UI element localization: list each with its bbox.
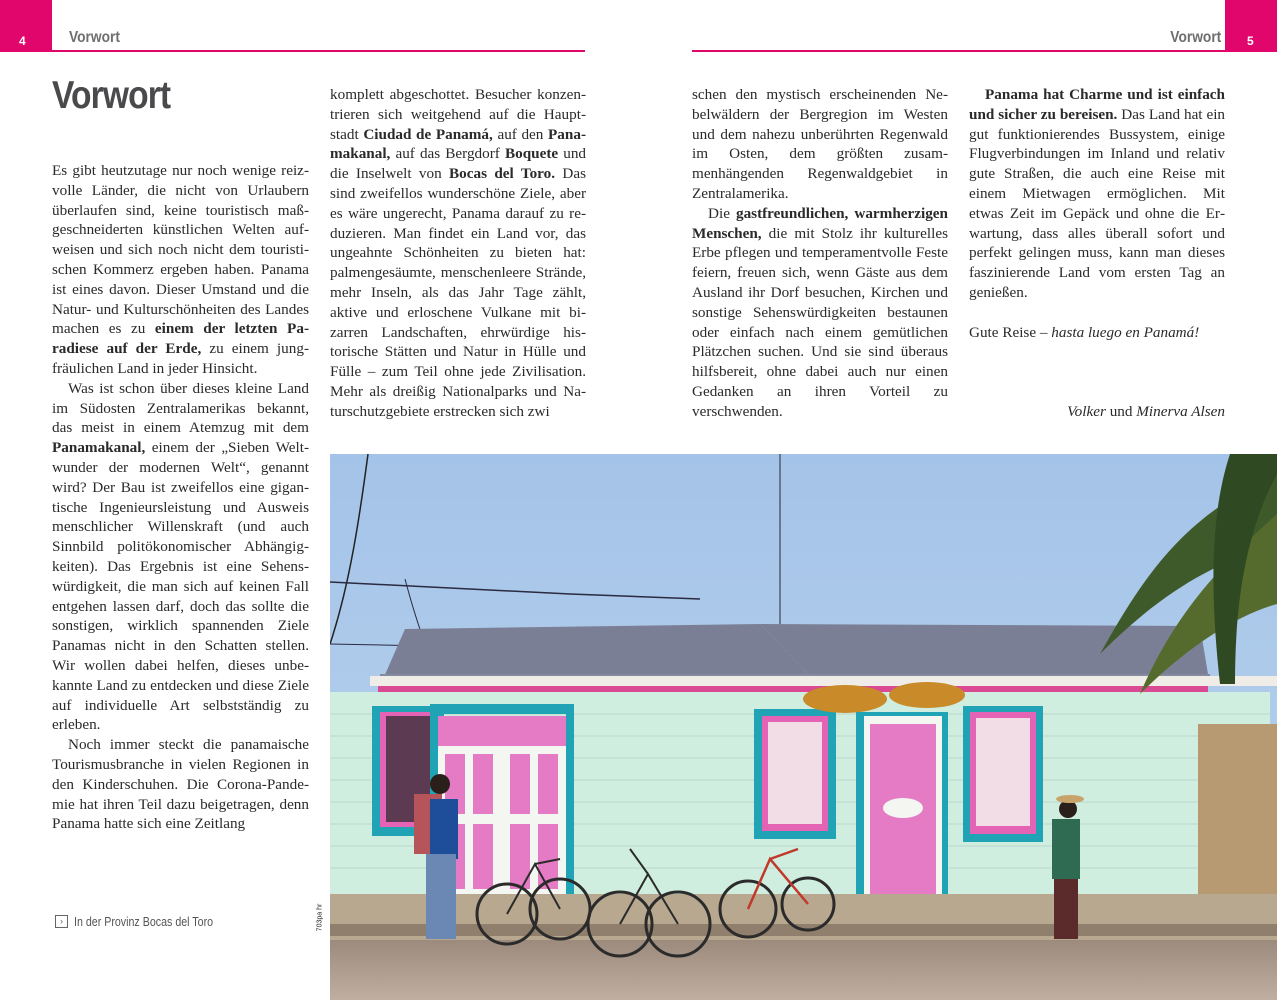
bold-phrase: Panama hat Charme und ist einfach und sicher zu bereisen. [969, 86, 1225, 123]
photo-house-bocas-del-toro [330, 454, 1277, 1000]
header-rule-right [692, 50, 1225, 52]
running-head-left: Vorwort [69, 29, 120, 46]
text-column-2 [330, 85, 586, 422]
header-rule-left [52, 50, 585, 52]
paragraph: Noch immer steckt die panamaische Tourismusbranche in vielen Regionen in den Kinderschuhen. Die Corona-Pandemie hat ihren Teil dazu beigetragen, denn Panama hatte sich eine Zeitlang [52, 736, 309, 833]
text-column-1 [52, 161, 309, 834]
bold-phrase: Bocas del Toro. [449, 165, 556, 183]
bold-phrase: gastfreundlichen, warmherzigen Menschen, [692, 204, 948, 242]
arrow-box-icon: › [55, 915, 68, 928]
paragraph: schen den mystisch erscheinenden Nebelwäldern der Bergregion im Westen und dem nahezu unberührten Regenwald im Osten, dem größten zusammenhängenden Regenwaldgebiet in Zentralamerika. [692, 86, 948, 202]
photo-illustration [330, 454, 1277, 1000]
page-number-left: 4 [19, 34, 26, 48]
chapter-title: Vorwort [52, 74, 171, 117]
closing-line: Gute Reise – hasta luego en Panamá! [969, 323, 1200, 341]
bold-phrase: einem der letzten Paradiese auf der Erde, [52, 320, 309, 358]
caption-text: In der Provinz Bocas del Toro [74, 914, 214, 929]
paragraph: komplett abgeschottet. Besucher konzentrieren sich weitgehend auf die Hauptstadt Ciudad de Panamá, auf den Panamakanal, auf das Bergdorf Boquete und die Inselwelt von Bocas del Toro. Das sind zweifellos wunderschöne Ziele, aber es wäre ungerecht, Panama darauf zu reduzieren. Man findet ein Land vor, das ungeahnte Schönheiten zu bieten hat: palmengesäumte, menschenleere Strände, mehr Inseln, als das Jahr Tage zählt, aktive und erloschene Vulkane mit bizarren Landschaften, ehrwürdige historische Stätten und Natur in Hülle und Fülle – zum Teil ohne jede Zivilisation. Mehr als dreißig Nationalparks und Naturschutzgebiete erstrecken sich zwi [330, 86, 587, 420]
page-number-tab-right [1225, 0, 1277, 52]
spacer [969, 362, 1225, 382]
photo-caption [55, 914, 244, 929]
bold-phrase: Boquete [504, 145, 559, 163]
spacer [969, 342, 1225, 362]
paragraph: Was ist schon über dieses kleine Land im Südosten Zentralamerikas bekannt, das meist in einem Atemzug mit dem Panamakanal, einem der „Sieben Weltwunder der modernen Welt“, genannt wird? Der Bau ist zweifellos eine gigantische Ingenieursleistung und Ausweis menschlicher Willenskraft (und auch Sinnbild politökonomischer Abhängigkeiten). Das Ergebnis ist eine Sehenswürdigkeit, die man sich auf keinen Fall entgehen lassen darf, doch das sollte die sonstigen, wirklich spannenden Ziele Panamas nicht in den Schatten stellen. Wir wollen dabei helfen, dieses unbekannte Land zu entdecken und diese Ziele auf individuelle Art selbstständig zu erleben. [52, 379, 309, 734]
spacer [969, 382, 1225, 402]
paragraph: Es gibt heutzutage nur noch wenige reizvolle Länder, die nicht von Urlaubern überlaufen sind, keine touristisch maßgeschneiderten künstlichen Welten aufweisen und sich noch nicht dem touristischen Kommerz ergeben haben. Panama ist eines davon. Dieser Umstand und die Natur- und Kulturschönheiten des Landes machen es zu einem der letzten Paradiese auf der Erde, zu einem jungfräulichen Land in jeder Hinsicht. [52, 162, 309, 377]
paragraph: Die gastfreundlichen, warmherzigen Menschen, die mit Stolz ihr kulturelles Erbe pflegen und temperamentvolle Feste feiern, freuen sich, wenn Gäste aus dem Ausland ihr Dorf besuchen, Kirchen und sonstige Sehenswürdigkeiten bestaunen oder einfach nach einem gemütlichen Plätzchen suchen. Und sie sind überaus hilfsbereit, ohne dabei auch nur einen Gedanken an ihren Vorteil zu verschwenden. [692, 204, 948, 420]
photo-credit: 703pa hr [316, 903, 324, 932]
running-head-right: Vorwort [1170, 29, 1221, 46]
bold-phrase: Panamakanal, [52, 439, 146, 457]
bold-phrase: Ciudad de Panamá, [363, 125, 493, 143]
text-column-3 [692, 85, 948, 422]
text-column-4 [969, 85, 1225, 422]
signature: Volker und Minerva Alsen [1067, 402, 1225, 420]
page-number-tab-left [0, 0, 52, 52]
bold-phrase: Panamakanal, [330, 125, 587, 163]
page-number-right: 5 [1247, 34, 1254, 48]
spacer [969, 303, 1225, 323]
paragraph: Panama hat Charme und ist einfach und sicher zu bereisen. Das Land hat ein gut funktionierendes Bussystem, einige Flugverbindungen im Inland und relativ gute Straßen, die auch eine Reise mit einem Mietwagen ermöglichen. Mit etwas Zeit im Gepäck und ohne die Erwartung, dass alles überall sofort und perfekt gelingen muss, kann man dieses faszinierende Land vom ersten Tag an genießen. [969, 86, 1226, 301]
